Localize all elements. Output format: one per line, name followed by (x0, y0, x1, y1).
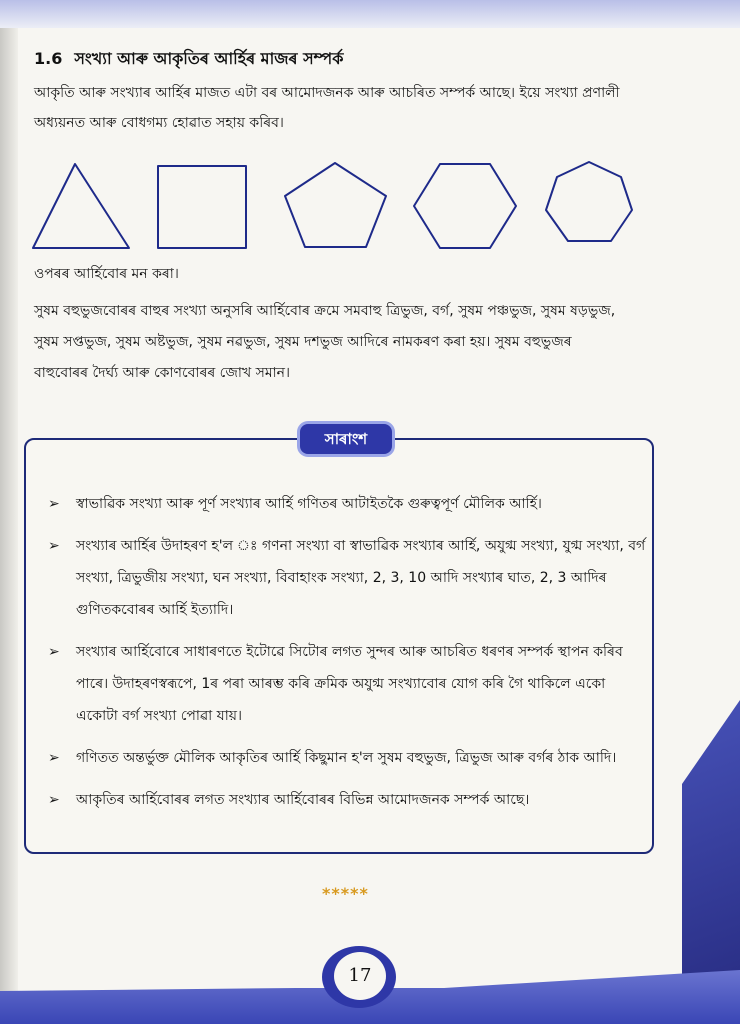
section-heading (34, 46, 343, 73)
summary-item-text: সংখ্যাৰ আৰ্হিৰ উদাহৰণ হ'ল ঃ গণনা সংখ্যা বা স্বাভাৱিক সংখ্যাৰ আৰ্হি, অযুগ্ম সংখ্যা, যুগ্ম সংখ্যা, বৰ্গ সংখ্যা, ত্ৰিভুজীয় সংখ্যা, ঘন সংখ্যা, বিবাহাংক সংখ্যা, 2, 3, 10 আদি সংখ্যাৰ ঘাত, 2, 3 আদিৰ গুণিতকবোৰৰ আৰ্হি ইত্যাদি। (76, 538, 646, 618)
section-title: সংখ্যা আৰু আকৃতিৰ আৰ্হিৰ মাজৰ সম্পৰ্ক (74, 49, 344, 68)
paragraph-line: সুষম বহুভুজবোৰৰ বাহুৰ সংখ্যা অনুসৰি আৰ্হিবোৰ ক্ৰমে সমবাহু ত্ৰিভুজ, বৰ্গ, সুষম পঞ্চভুজ, সুষম ষড়ভুজ, (34, 303, 616, 319)
summary-item (48, 784, 646, 816)
arrow-bullet-icon: ➢ (48, 792, 60, 808)
summary-item (48, 742, 646, 774)
section-number: 1.6 (34, 49, 63, 68)
arrow-bullet-icon: ➢ (48, 644, 60, 660)
observe-text: ওপৰৰ আৰ্হিবোৰ মন কৰা। (34, 266, 179, 282)
arrow-bullet-icon: ➢ (48, 750, 60, 766)
triangle-shape (33, 164, 129, 248)
summary-item (48, 530, 646, 626)
pentagon-shape (285, 163, 386, 247)
hexagon-shape (414, 164, 516, 248)
end-marker: ***** (322, 884, 369, 903)
intro-paragraph (34, 78, 674, 138)
page-number: 17 (334, 952, 386, 1000)
arrow-bullet-icon: ➢ (48, 496, 60, 512)
arrow-bullet-icon: ➢ (48, 538, 60, 554)
paragraph-line: বাহুবোৰৰ দৈৰ্ঘ্য আৰু কোণবোৰৰ জোখ সমান। (34, 365, 291, 381)
intro-line: অধ্যয়নত আৰু বোধগম্য হোৱাত সহায় কৰিব। (34, 115, 284, 131)
polygon-paragraph (34, 296, 684, 389)
summary-item-text: সংখ্যাৰ আৰ্হিবোৰে সাধাৰণতে ইটোৱে সিটোৰ লগত সুন্দৰ আৰু আচৰিত ধৰণৰ সম্পৰ্ক স্থাপন কৰিব পাৰে। উদাহৰণস্বৰূপে, 1ৰ পৰা আৰম্ভ কৰি ক্ৰমিক অযুগ্ম সংখ্যাবোৰ যোগ কৰি গৈ থাকিলে একো একোটা বৰ্গ সংখ্যা পোৱা যায়। (76, 644, 623, 724)
summary-item (48, 488, 646, 520)
summary-list (48, 488, 646, 826)
summary-item-text: আকৃতিৰ আৰ্হিবোৰৰ লগত সংখ্যাৰ আৰ্হিবোৰৰ বিভিন্ন আমোদজনক সম্পৰ্ক আছে। (76, 792, 530, 808)
summary-heading: সাৰাংশ (300, 424, 392, 454)
polygon-figures (28, 158, 648, 254)
paragraph-line: সুষম সপ্তভুজ, সুষম অষ্টভুজ, সুষম নৱভুজ, সুষম দশভুজ আদিৰে নামকৰণ কৰা হয়। সুষম বহুভুজৰ (34, 334, 572, 350)
decorative-corner (682, 700, 740, 980)
summary-item-text: স্বাভাৱিক সংখ্যা আৰু পূৰ্ণ সংখ্যাৰ আৰ্হি গণিতৰ আটাইতকৈ গুৰুত্বপূৰ্ণ মৌলিক আৰ্হি। (76, 496, 542, 512)
top-color-band (0, 0, 740, 28)
summary-item (48, 636, 646, 732)
page-gutter-shadow (0, 0, 18, 1024)
intro-line: আকৃতি আৰু সংখ্যাৰ আৰ্হিৰ মাজত এটা বৰ আমোদজনক আৰু আচৰিত সম্পৰ্ক আছে। ইয়ে সংখ্যা প্ৰণালী (34, 85, 620, 101)
summary-item-text: গণিতত অন্তৰ্ভুক্ত মৌলিক আকৃতিৰ আৰ্হি কিছুমান হ'ল সুষম বহুভুজ, ত্ৰিভুজ আৰু বৰ্গৰ ঠাক আদি। (76, 750, 617, 766)
square-shape (158, 166, 246, 248)
heptagon-shape (546, 162, 632, 241)
